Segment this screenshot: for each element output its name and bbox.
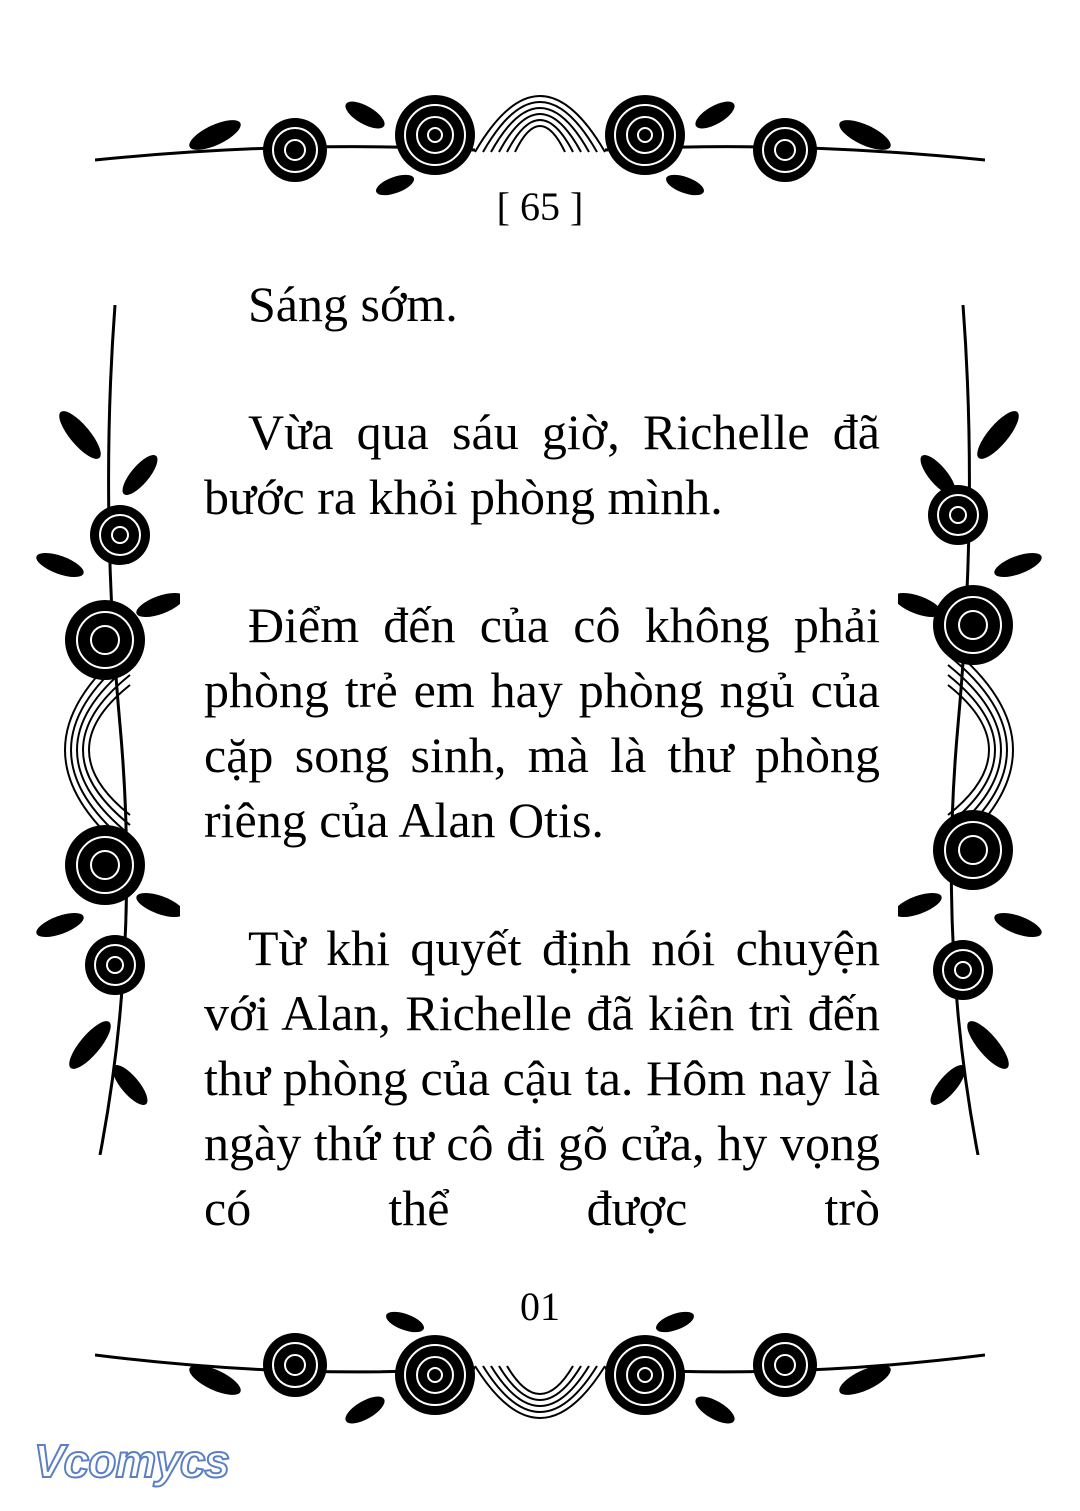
- watermark-logo: [28, 1425, 258, 1495]
- paragraph: Vừa qua sáu giờ, Richelle đã bước ra khỏi phòng mình.: [204, 404, 880, 525]
- paragraph: Từ khi quyết định nói chuyện với Alan, Richelle đã kiên trì đến thư phòng của cậu ta. Hôm nay là ngày thứ tư cô đi gõ cửa, hy vọng có thể được trò: [204, 920, 880, 1236]
- rose-vine-ornament-right-icon: [898, 305, 1058, 1155]
- paragraph: Điểm đến của cô không phải phòng trẻ em hay phòng ngủ của cặp song sinh, mà là thư phòng riêng của Alan Otis.: [204, 597, 880, 848]
- page-number: 01: [520, 1284, 560, 1329]
- story-text: [204, 272, 880, 1241]
- paragraph: Sáng sớm.: [248, 276, 458, 332]
- svg-text:Vcomycs: Vcomycs: [34, 1435, 230, 1487]
- chapter-number: [ 65 ]: [496, 184, 584, 229]
- rose-vine-ornament-left-icon: [20, 305, 180, 1155]
